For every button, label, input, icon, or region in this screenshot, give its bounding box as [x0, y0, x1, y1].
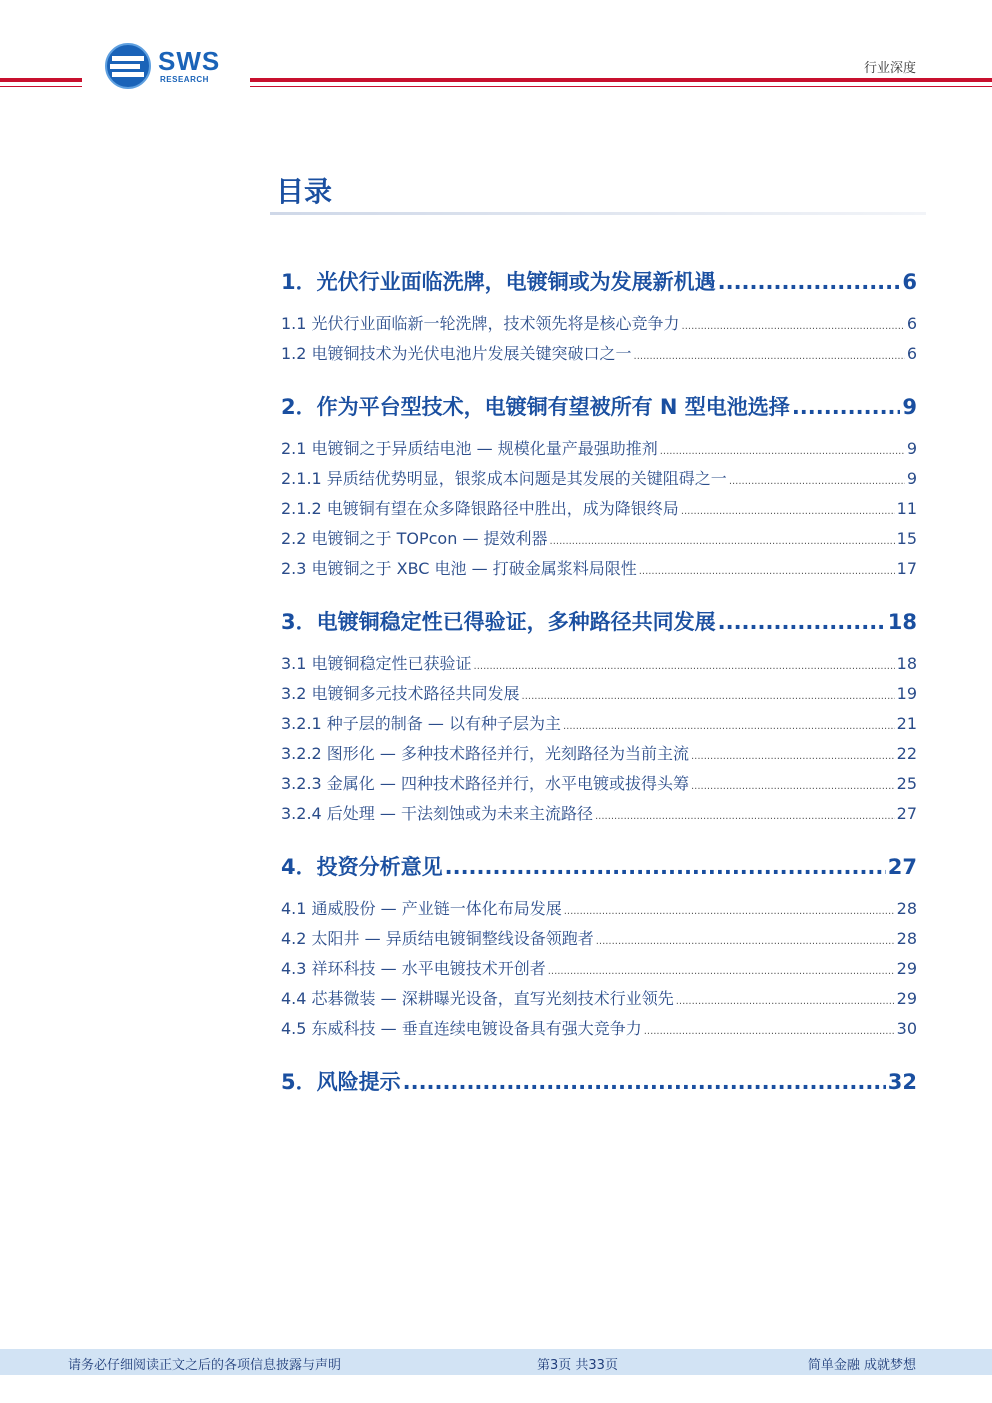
- toc-entry[interactable]: [281, 926, 917, 948]
- toc-entry-page: 30: [896, 1019, 917, 1038]
- toc-entry[interactable]: [281, 651, 917, 673]
- title-rule: [270, 212, 926, 215]
- toc-entry-text: 3.2.3 金属化 — 四种技术路径并行，水平电镀或拔得头筹: [281, 774, 689, 793]
- toc-entry[interactable]: [281, 341, 917, 363]
- toc-entry-text: 1.2 电镀铜技术为光伏电池片发展关键突破口之一: [281, 344, 632, 363]
- toc-entry[interactable]: [281, 956, 917, 978]
- toc-entry-text: 3.2.1 种子层的制备 — 以有种子层为主: [281, 714, 561, 733]
- toc-entry[interactable]: [281, 711, 917, 733]
- toc-entry[interactable]: [281, 436, 917, 458]
- toc-entry[interactable]: [281, 896, 917, 918]
- toc-entry-page: 19: [896, 684, 917, 703]
- header-rule-left: [0, 78, 82, 82]
- toc-entry[interactable]: [281, 1016, 917, 1038]
- toc-entry[interactable]: [281, 681, 917, 703]
- toc-entry-page: 18: [887, 610, 917, 634]
- toc-entry-page: 27: [896, 804, 917, 823]
- toc-entry-page: 27: [887, 855, 917, 879]
- toc-title: 目录: [276, 175, 333, 208]
- page-footer: [0, 1349, 992, 1375]
- toc-entry-page: 18: [896, 654, 917, 673]
- toc-entry-text: 3.1 电镀铜稳定性已获验证: [281, 654, 472, 673]
- footer-slogan: 简单金融 成就梦想: [807, 1358, 916, 1373]
- toc-entry-page: 15: [896, 529, 917, 548]
- toc-entry[interactable]: [281, 851, 917, 881]
- header-rule-left-thin: [0, 86, 82, 87]
- toc-entry-text: 2.2 电镀铜之于 TOPcon — 提效利器: [281, 529, 548, 548]
- toc-entry-text: 2.1.2 电镀铜有望在众多降银路径中胜出，成为降银终局: [281, 499, 679, 518]
- toc-entry-text: 3.2.2 图形化 — 多种技术路径并行，光刻路径为当前主流: [281, 744, 689, 763]
- toc-entry-page: 28: [896, 929, 917, 948]
- sws-logo: [104, 42, 234, 90]
- toc-entry-text: 4.1 通威股份 — 产业链一体化布局发展: [281, 899, 562, 918]
- toc-entry[interactable]: [281, 1066, 917, 1096]
- toc-entry-text: 1.1 光伏行业面临新一轮洗牌，技术领先将是核心竞争力: [281, 314, 680, 333]
- toc-entry-page: 9: [906, 439, 917, 458]
- toc-entry-page: 32: [887, 1070, 917, 1094]
- report-category: 行业深度: [863, 61, 916, 76]
- toc-entry-page: 11: [896, 499, 917, 518]
- toc-entry-page: 29: [896, 959, 917, 978]
- toc-entry-page: 28: [896, 899, 917, 918]
- toc-entry[interactable]: [281, 466, 917, 488]
- toc-entry-text: 2.3 电镀铜之于 XBC 电池 — 打破金属浆料局限性: [281, 559, 637, 578]
- toc-entry-text: 4.5 东威科技 — 垂直连续电镀设备具有强大竞争力: [281, 1019, 642, 1038]
- toc-entry[interactable]: [281, 606, 917, 636]
- toc-entry-text: 4.4 芯碁微装 — 深耕曝光设备，直写光刻技术行业领先: [281, 989, 674, 1008]
- toc-entry[interactable]: [281, 741, 917, 763]
- toc-entry-page: 29: [896, 989, 917, 1008]
- toc-entry[interactable]: [281, 986, 917, 1008]
- toc-entry[interactable]: [281, 801, 917, 823]
- sws-globe-icon: [104, 42, 152, 90]
- toc-entry-page: 9: [906, 469, 917, 488]
- toc-entry-page: 25: [896, 774, 917, 793]
- toc-entry-page: 22: [896, 744, 917, 763]
- toc-entry-text: 2.1 电镀铜之于异质结电池 — 规模化量产最强助推剂: [281, 439, 658, 458]
- toc-entry-page: 17: [896, 559, 917, 578]
- toc-entry-page: 21: [896, 714, 917, 733]
- toc-entry[interactable]: [281, 266, 917, 296]
- toc-entry[interactable]: [281, 311, 917, 333]
- toc-entry-text: 2．作为平台型技术，电镀铜有望被所有 N 型电池选择: [281, 395, 790, 419]
- toc-entry[interactable]: [281, 391, 917, 421]
- toc-entry-text: 5．风险提示: [281, 1070, 401, 1094]
- toc-entry-text: 3.2.4 后处理 — 干法刻蚀或为未来主流路径: [281, 804, 593, 823]
- toc-entry[interactable]: [281, 771, 917, 793]
- footer-page-info: 第3页 共33页: [537, 1358, 618, 1373]
- logo-text: SWS: [158, 46, 221, 76]
- toc-entry[interactable]: [281, 526, 917, 548]
- toc-entry-text: 2.1.1 异质结优势明显，银浆成本问题是其发展的关键阻碍之一: [281, 469, 727, 488]
- header-rule-right: [250, 78, 992, 82]
- logo-subtext: RESEARCH: [160, 75, 209, 84]
- toc-entry-text: 4.2 太阳井 — 异质结电镀铜整线设备领跑者: [281, 929, 594, 948]
- toc-entry[interactable]: [281, 556, 917, 578]
- footer-disclaimer: 请务必仔细阅读正文之后的各项信息披露与声明: [68, 1358, 342, 1373]
- toc-entry-text: 1．光伏行业面临洗牌，电镀铜或为发展新机遇: [281, 270, 716, 294]
- toc-entry-page: 6: [906, 314, 917, 333]
- toc-entry-text: 4.3 祥环科技 — 水平电镀技术开创者: [281, 959, 546, 978]
- toc-entry-text: 3．电镀铜稳定性已得验证，多种路径共同发展: [281, 610, 716, 634]
- toc-entry-text: 3.2 电镀铜多元技术路径共同发展: [281, 684, 520, 703]
- toc-entry-text: 4．投资分析意见: [281, 855, 443, 879]
- toc-entry-page: 6: [902, 270, 917, 294]
- toc-entry-page: 6: [906, 344, 917, 363]
- header-rule-right-thin: [250, 86, 992, 87]
- toc-entry-page: 9: [902, 395, 917, 419]
- toc-entry[interactable]: [281, 496, 917, 518]
